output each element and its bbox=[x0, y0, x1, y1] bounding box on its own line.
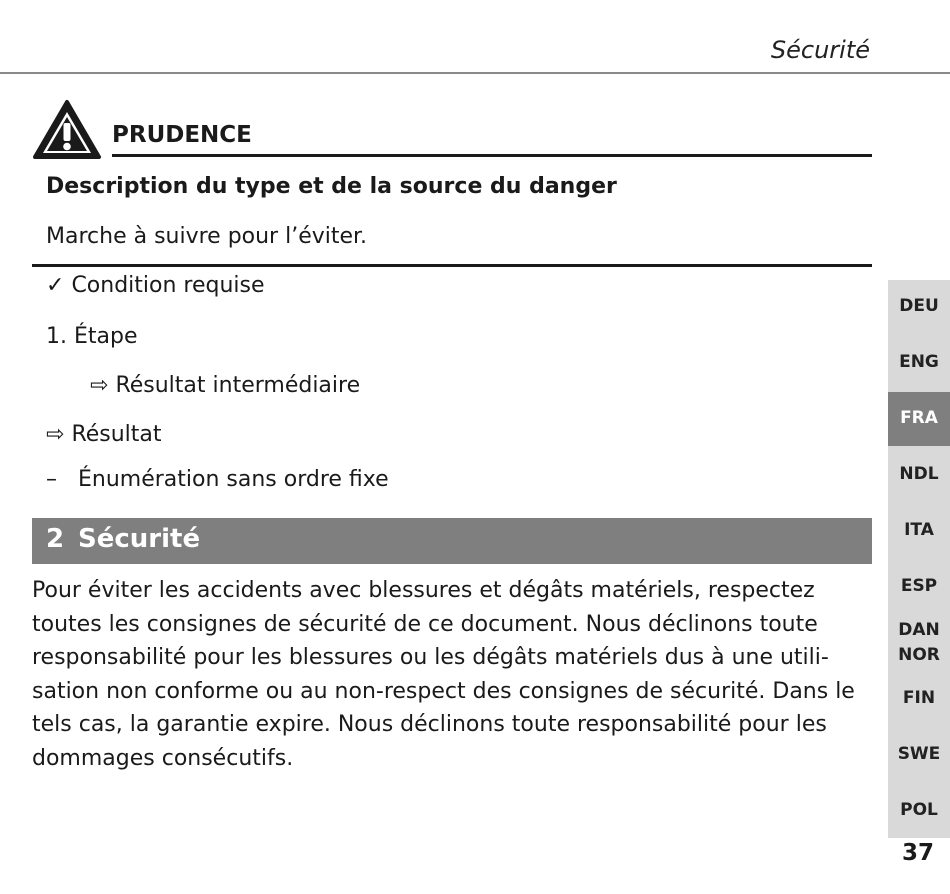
language-tab-fra[interactable]: FRA bbox=[900, 408, 938, 428]
language-tab-fin[interactable]: FIN bbox=[902, 688, 936, 708]
language-tab-swe[interactable]: SWE bbox=[897, 744, 941, 764]
warning-underline bbox=[112, 154, 872, 157]
warning-triangle-icon bbox=[32, 99, 102, 161]
language-tab-nor[interactable]: NOR bbox=[898, 645, 940, 665]
page-header-title: Sécurité bbox=[770, 36, 870, 64]
check-icon: ✓ bbox=[46, 273, 65, 298]
enumeration-text: Énumération sans ordre fixe bbox=[78, 467, 389, 492]
language-tab-esp[interactable]: ESP bbox=[900, 576, 938, 596]
condition-text: Condition requise bbox=[71, 273, 265, 298]
step-text: Étape bbox=[74, 324, 138, 349]
result-line bbox=[46, 422, 162, 447]
header-divider bbox=[0, 72, 950, 74]
section-heading-bar bbox=[32, 518, 872, 564]
warning-label: PRUDENCE bbox=[112, 122, 252, 148]
language-tab-dan[interactable]: DAN bbox=[898, 620, 940, 640]
result-text: Résultat bbox=[71, 422, 162, 447]
page-number: 37 bbox=[901, 840, 934, 866]
arrow-right-icon: ⇨ bbox=[90, 373, 109, 398]
warning-block-divider bbox=[32, 264, 872, 267]
language-tab-pol[interactable]: POL bbox=[900, 800, 938, 820]
language-tab-ndl[interactable]: NDL bbox=[899, 464, 939, 484]
step-number: 1. bbox=[46, 324, 67, 349]
intermediate-result-line bbox=[90, 373, 360, 398]
enumeration-line bbox=[46, 467, 389, 492]
step-line bbox=[46, 324, 138, 349]
section-body-paragraph: Pour éviter les accidents avec blessures et dégâts matériels, respectez toutes les consignes de sécurité de ce document. Nous déclinons toute responsabilité pour les blessures ou les dégâts matériels dus à une utili-sation non conforme ou au non-respect des consignes de sécurité. Dans le tels cas, la garantie expire. Nous déclinons toute responsabilité pour les dommages consécutifs. bbox=[32, 578, 855, 771]
intermediate-result-text: Résultat intermédiaire bbox=[115, 373, 361, 398]
section-number: 2 bbox=[46, 524, 65, 554]
language-tab-ita[interactable]: ITA bbox=[904, 520, 934, 540]
language-tab-deu[interactable]: DEU bbox=[899, 296, 939, 316]
arrow-right-icon: ⇨ bbox=[46, 422, 65, 447]
danger-avoidance-text: Marche à suivre pour l’éviter. bbox=[46, 224, 368, 249]
section-title: Sécurité bbox=[78, 524, 201, 554]
danger-description-heading: Description du type et de la source du danger bbox=[46, 174, 617, 199]
language-tab-eng[interactable]: ENG bbox=[899, 352, 939, 372]
condition-line bbox=[46, 273, 265, 298]
dash-icon: – bbox=[46, 467, 57, 492]
